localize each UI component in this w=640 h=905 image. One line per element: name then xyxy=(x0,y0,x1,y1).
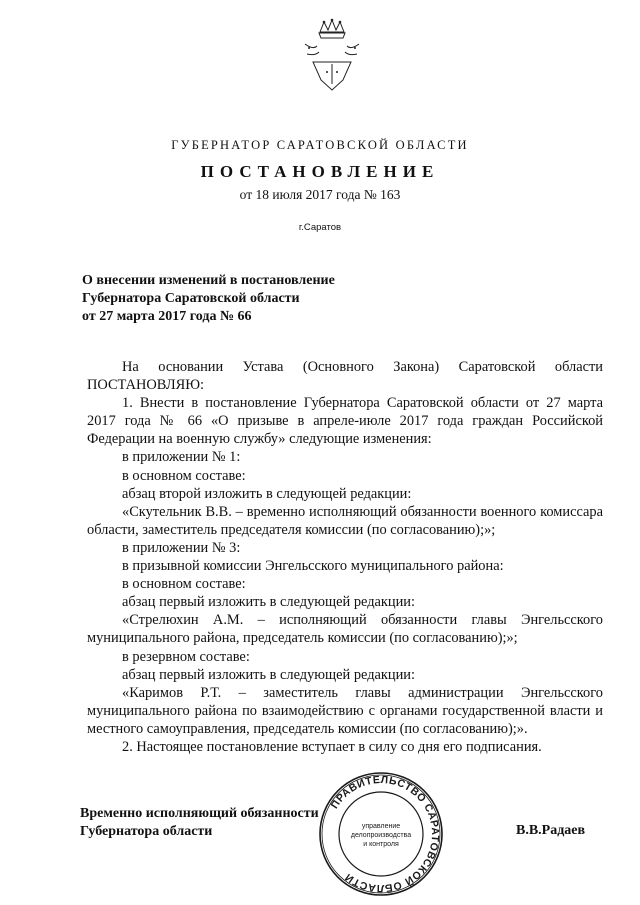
signatory-position-line: Губернатора области xyxy=(80,824,213,839)
body-paragraph: 1. Внести в постановление Губернатора Саратовской области от 27 марта 2017 года № 66 «О призыве в апреле-июле 2017 года граждан Российской Федерации на военную службу» следующие изменения: xyxy=(87,395,603,448)
body-paragraph: На основании Устава (Основного Закона) Саратовской области ПОСТАНОВЛЯЮ: xyxy=(87,359,603,394)
body-paragraph: 2. Настоящее постановление вступает в силу со дня его подписания. xyxy=(122,738,542,755)
body-paragraph: «Стрелюхин А.М. – исполняющий обязанности главы Энгельсского муниципального района, председатель комиссии (по согласованию);»; xyxy=(87,612,603,647)
document-date-number: от 18 июля 2017 года № 163 xyxy=(239,187,401,202)
signatory-name: В.В.Радаев xyxy=(516,823,586,838)
signatory-position-line: Временно исполняющий обязанности xyxy=(80,806,319,821)
body-paragraph: «Каримов Р.Т. – заместитель главы администрации Энгельсского муниципального района по взаимодействию с органами государственной власти и местного самоуправления, председатель комиссии (по согласованию);». xyxy=(87,684,603,737)
document-subject xyxy=(82,272,502,326)
body-paragraph: в основном составе: xyxy=(122,576,246,593)
subject-line: О внесении изменений в постановление xyxy=(82,273,335,288)
body-paragraph: «Скутельник В.В. – временно исполняющий обязанности военного комиссара области, заместитель председателя комиссии (по согласованию);»; xyxy=(87,503,603,538)
subject-line: Губернатора Саратовской области xyxy=(82,291,300,306)
coat-of-arms-emblem xyxy=(299,18,365,96)
document-city: г.Саратов xyxy=(298,222,342,233)
body-paragraph: в призывной комиссии Энгельсского муниципального района: xyxy=(122,558,504,575)
stamp-inner-line: управление xyxy=(361,823,401,830)
stamp-outer-text: ПРАВИТЕЛЬСТВО САРАТОВСКОЙ ОБЛАСТИ xyxy=(328,773,442,895)
stamp-inner-line: делопроизводства xyxy=(350,832,412,839)
signatory-position xyxy=(80,805,319,841)
stamp-inner-line: и контроля xyxy=(363,841,399,848)
body-paragraph: в основном составе: xyxy=(122,467,246,484)
issuing-authority: ГУБЕРНАТОР САРАТОВСКОЙ ОБЛАСТИ xyxy=(171,138,469,152)
body-paragraph: абзац второй изложить в следующей редакции: xyxy=(122,485,412,502)
subject-line: от 27 марта 2017 года № 66 xyxy=(82,309,252,324)
body-paragraph: абзац первый изложить в следующей редакции: xyxy=(122,666,416,683)
body-paragraph: абзац первый изложить в следующей редакции: xyxy=(122,594,416,611)
body-paragraph: в приложении № 3: xyxy=(122,539,241,556)
document-body xyxy=(87,358,603,756)
document-type-title: ПОСТАНОВЛЕНИЕ xyxy=(200,162,440,181)
body-paragraph: в резервном составе: xyxy=(122,648,250,665)
body-paragraph: в приложении № 1: xyxy=(122,449,241,466)
official-round-stamp xyxy=(318,771,444,897)
